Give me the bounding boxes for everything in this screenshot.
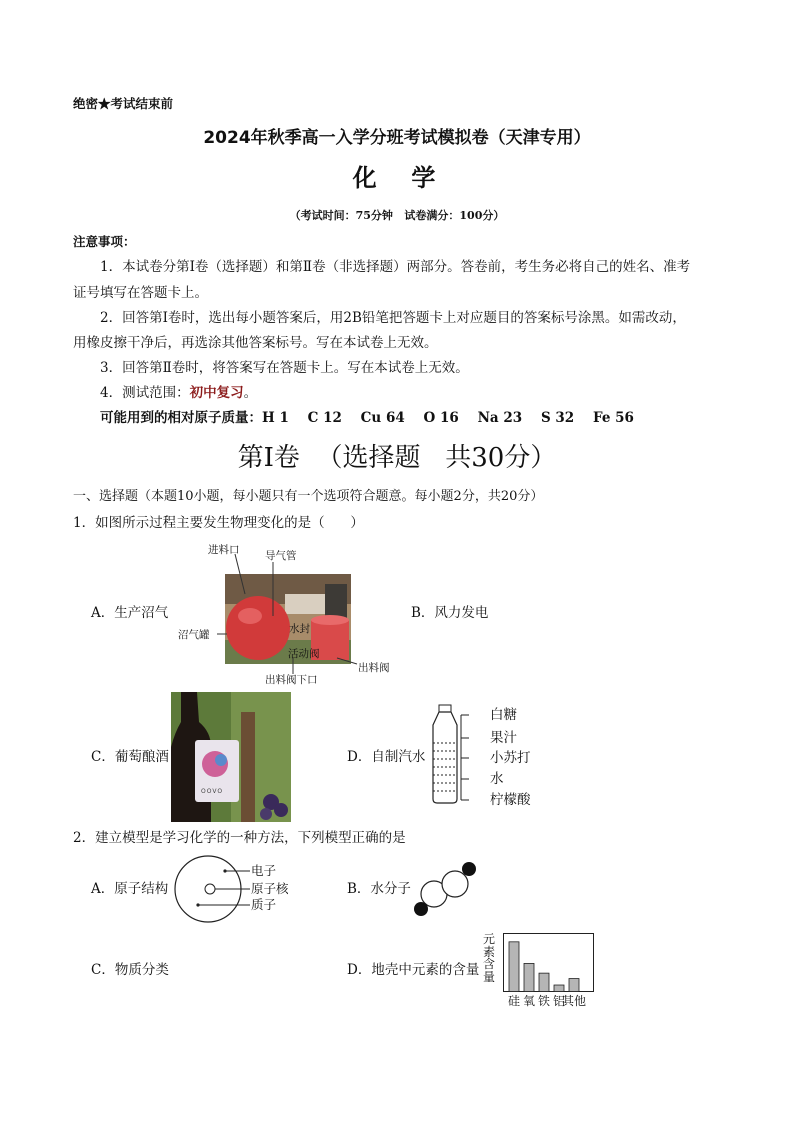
- exam-info: （考试时间：75分钟 试卷满分：100分）: [289, 209, 505, 222]
- category-label-2: 铁: [538, 994, 551, 1008]
- label-tank: 沼气罐: [178, 629, 210, 641]
- nucleus-circle: [205, 884, 215, 894]
- test-scope: 初中复习: [189, 385, 244, 401]
- confidential-mark: 绝密★考试结束前: [73, 96, 174, 111]
- q1-option-c: C．葡萄酿酒: [91, 749, 169, 765]
- bar-3: [554, 985, 564, 991]
- biogas-tank: [226, 596, 290, 660]
- atom-label-proton: 质子: [251, 897, 277, 912]
- exam-title: 2024年秋季高一入学分班考试模拟卷（天津专用）: [203, 128, 591, 148]
- water-molecule-diagram: [412, 860, 478, 918]
- dark-atom-bottom: [414, 902, 428, 916]
- soda-figure: [425, 703, 545, 808]
- note-2-line-1: 2．回答第Ⅰ卷时，选出每小题答案后，用2B铅笔把答题卡上对应题目的答案标号涂黑。如需改动，: [100, 310, 686, 326]
- dark-atom-top: [462, 862, 476, 876]
- label-gas-pipe: 导气管: [265, 550, 297, 562]
- q1-option-b: B．风力发电: [411, 605, 489, 621]
- label-valve: 活动阀: [288, 648, 320, 660]
- soda-bottle: [425, 703, 485, 808]
- q2-option-b: B．水分子: [347, 881, 411, 897]
- atom-diagram: [170, 855, 250, 925]
- chart-plot: [503, 933, 595, 993]
- note-1-line-2: 证号填写在答题卡上。: [73, 285, 208, 301]
- notes-heading: 注意事项：: [73, 234, 136, 249]
- label-art-accent: [215, 754, 227, 766]
- category-label-3: 铝: [553, 994, 566, 1008]
- section-title: 第Ⅰ卷 （选择题 共30分）: [237, 443, 557, 473]
- water-molecule-model: [412, 860, 478, 922]
- q1-stem: 1．如图所示过程主要发生物理变化的是（ ）: [73, 515, 364, 531]
- soda-label-sugar: 白糖: [490, 707, 517, 723]
- label-inlet: 进料口: [208, 544, 240, 556]
- label-water-seal: 水封: [289, 623, 310, 635]
- category-label-1: 氧: [523, 994, 536, 1008]
- atom-label-nucleus: 原子核: [251, 881, 289, 896]
- label-outlet-valve: 出料阀: [358, 662, 390, 674]
- q1-option-d: D．自制汽水: [347, 749, 426, 765]
- soda-label-baking-soda: 小苏打: [490, 750, 531, 766]
- q2-option-a: A．原子结构: [91, 881, 169, 897]
- subject-title: 化 学: [352, 163, 442, 192]
- atom-label-electron: 电子: [251, 863, 277, 878]
- chart-category-labels: [503, 992, 595, 1008]
- biogas-figure: [175, 540, 395, 688]
- grape-2: [274, 803, 288, 817]
- soda-label-juice: 果汁: [490, 730, 517, 746]
- q2-option-d: D．地壳中元素的含量: [347, 962, 480, 978]
- soda-label-citric-acid: 柠檬酸: [490, 792, 531, 808]
- note-4: [100, 383, 257, 403]
- category-label-4: 其他: [562, 994, 587, 1008]
- bar-4: [569, 979, 579, 992]
- bar-1: [524, 963, 534, 991]
- note-2-line-2: 用橡皮擦干净后，再选涂其他答案标号。写在本试卷上无效。: [73, 335, 438, 351]
- section-intro: 一、选择题（本题10小题，每小题只有一个选项符合题意。每小题2分，共20分）: [73, 489, 544, 504]
- outlet-tank-top: [311, 615, 349, 625]
- note-4-suffix: 。: [243, 385, 258, 401]
- photo-window: [285, 594, 325, 614]
- bar-2: [539, 973, 549, 991]
- crust-element-chart: [483, 931, 598, 1011]
- bottle-body: [433, 712, 457, 803]
- soda-label-water: 水: [490, 771, 504, 787]
- atomic-masses: 可能用到的相对原子质量：H 1 C 12 Cu 64 O 16 Na 23 S 32 Fe 56: [100, 410, 634, 426]
- atom-model: [170, 855, 300, 925]
- leaf-light: [231, 692, 291, 822]
- vine-trunk: [241, 712, 255, 822]
- label-outlet-lower: 出料阀下口: [265, 674, 318, 686]
- q1-option-a: A．生产沼气: [91, 605, 169, 621]
- bar-0: [509, 942, 519, 992]
- grape-3: [260, 808, 272, 820]
- chart-ylabel: 元素含量: [483, 932, 496, 984]
- note-3: 3．回答第Ⅱ卷时，将答案写在答题卡上。写在本试卷上无效。: [100, 360, 469, 376]
- wine-illustration: [171, 692, 291, 822]
- note-1-line-1: 1．本试卷分第Ⅰ卷（选择题）和第Ⅱ卷（非选择题）两部分。答卷前，考生务必将自己的姓名、准考: [100, 259, 691, 275]
- tank-highlight: [238, 608, 262, 624]
- q2-stem: 2．建立模型是学习化学的一种方法，下列模型正确的是: [73, 830, 406, 846]
- bottle-cap: [439, 705, 451, 712]
- category-label-0: 硅: [508, 994, 521, 1008]
- wine-brand: OOVO: [201, 788, 224, 795]
- q2-option-c: C．物质分类: [91, 962, 169, 978]
- atom-sphere-right: [442, 871, 468, 897]
- note-4-prefix: 4．测试范围：: [100, 385, 190, 401]
- wine-figure: [171, 692, 291, 822]
